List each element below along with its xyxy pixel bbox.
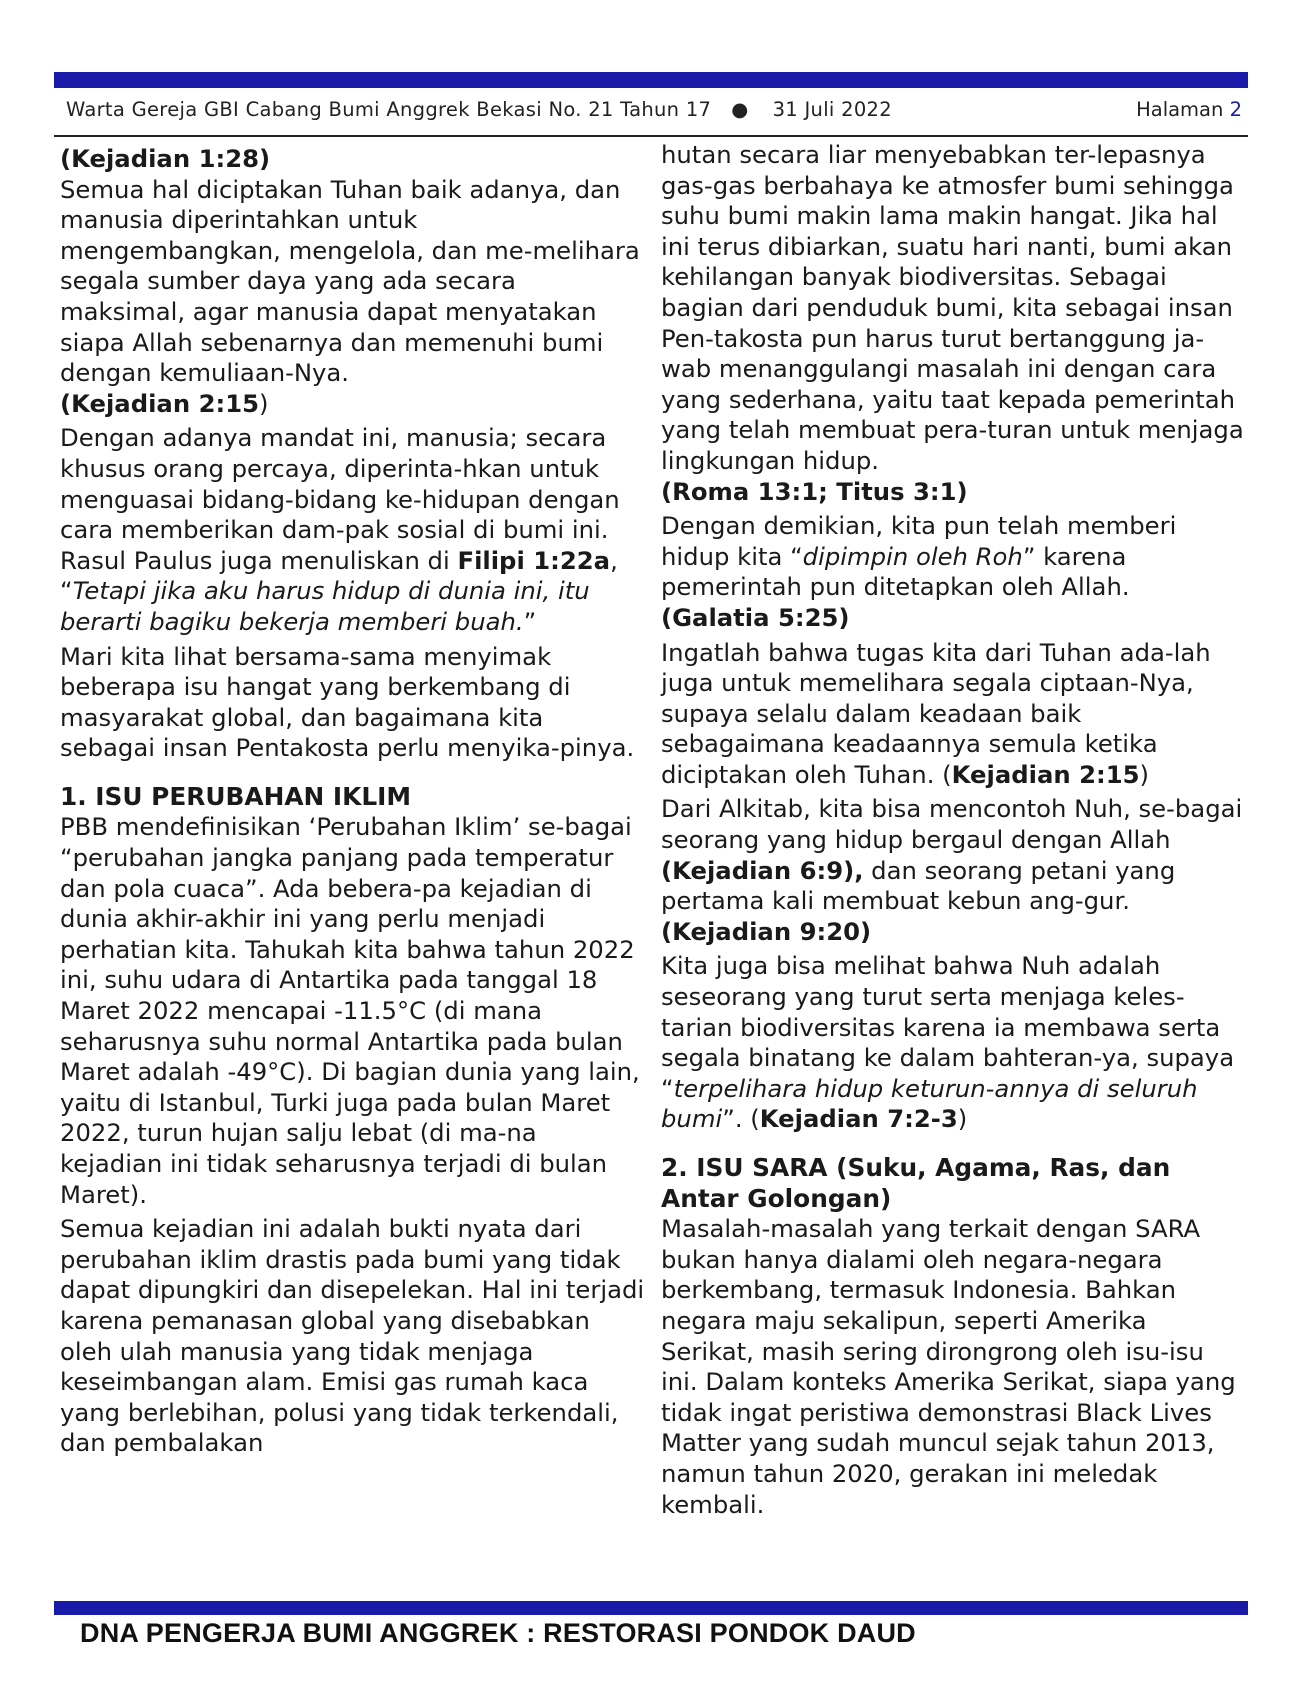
section-heading: 1. ISU PERUBAHAN IKLIM: [60, 781, 412, 811]
left-column: [60, 144, 645, 1463]
paragraph-text: ” karena pemerintah pun ditetapkan oleh Allah.: [661, 541, 1130, 602]
header-divider: [54, 135, 1248, 137]
paragraph-text: Dengan demikian, kita pun telah memberi hidup kita “: [661, 511, 1177, 571]
scripture-reference-bold: Filipi 1:22a: [457, 545, 611, 575]
section-heading: 2. ISU SARA (Suku, Agama, Ras, dan Antar Golongan): [661, 1153, 1171, 1213]
scripture-quote: terpelihara hidup keturun-annya di seluruh bumi: [661, 1073, 1198, 1134]
top-accent-bar: [54, 72, 1248, 88]
paragraph-text: Kita juga bisa melihat bahwa Nuh adalah seseorang yang turut serta menjaga keles-tarian biodiversitas karena ia membawa serta segala binatang ke dalam bahteran-ya, supaya “: [661, 951, 1235, 1103]
bottom-accent-bar: [54, 1601, 1248, 1615]
paragraph: Semua hal diciptakan Tuhan baik adanya, dan manusia diperintahkan untuk mengembangkan, mengelola, dan me-melihara segala sumber daya yang ada secara maksimal, agar manusia dapat menyatakan siapa Allah sebenarnya dan memenuhi bumi dengan kemuliaan-Nya.: [60, 174, 640, 388]
paragraph: Mari kita lihat bersama-sama menyimak beberapa isu hangat yang berkembang di masyarakat global, dan bagaimana kita sebagai insan Pentakosta perlu menyika-pinya.: [60, 641, 635, 763]
paragraph: [60, 423, 645, 637]
paragraph-text: Dengan adanya mandat ini, manusia; secara khusus orang percaya, diperinta-hkan untuk menguasai bidang-bidang ke-hidupan dengan cara memberikan dam-pak sosial di bumi ini. Rasul Paulus juga menuliskan di: [60, 423, 620, 575]
paragraph: hutan secara liar menyebabkan ter-lepasnya gas-gas berbahaya ke atmosfer bumi sehingga suhu bumi makin lama makin hangat. Jika hal ini terus dibiarkan, suatu hari nanti, bumi akan kehilangan banyak biodiversitas. Sebagai bagian dari penduduk bumi, kita sebagai insan Pen-takosta pun harus turut bertanggung ja-wab menanggulangi masalah ini dengan cara yang sederhana, yaitu taat kepada pemerintah yang telah membuat pera-turan untuk menjaga lingkungan hidup.: [661, 140, 1244, 475]
scripture-quote: Tetapi jika aku harus hidup di dunia ini, itu berarti bagiku bekerja memberi buah.: [60, 576, 590, 636]
bullet-separator: ●: [731, 98, 749, 121]
scripture-quote: dipimpin oleh Roh: [802, 541, 1023, 571]
paragraph: [661, 951, 1246, 1135]
quote-open: , “: [60, 545, 618, 606]
masthead-title: Warta Gereja GBI Cabang Bumi Anggrek Bekasi No. 21 Tahun 17: [66, 98, 712, 121]
paragraph: [661, 794, 1246, 947]
scripture-reference-bold: (Kejadian 9:20): [661, 916, 872, 946]
paragraph-text: dan seorang petani yang pertama kali membuat kebun ang-gur.: [661, 855, 1176, 916]
paragraph: Masalah-masalah yang terkait dengan SARA bukan hanya dialami oleh negara-negara berkembang, termasuk Indonesia. Bahkan negara maju sekalipun, seperti Amerika Serikat, masih sering dirongrong oleh isu-isu ini. Dalam konteks Amerika Serikat, siapa yang tidak ingat peristiwa demonstrasi Black Lives Matter yang sudah muncul sejak tahun 2013, namun tahun 2020, gerakan ini meledak kembali.: [661, 1214, 1236, 1519]
scripture-reference-bold: Kejadian 2:15: [951, 759, 1140, 789]
reference-tail: ): [1139, 759, 1150, 789]
scripture-reference: (Galatia 5:25): [661, 602, 850, 632]
page-indicator: [1136, 98, 1242, 121]
paragraph: [661, 638, 1246, 791]
paragraph: [661, 511, 1246, 603]
reference-tail: ): [957, 1104, 968, 1134]
reference-tail: ): [259, 388, 269, 418]
scripture-reference: (Kejadian 1:28): [60, 144, 271, 173]
quote-close: ”: [523, 606, 537, 636]
scripture-reference-bold: Kejadian 7:2-3: [759, 1104, 958, 1134]
right-column: [661, 140, 1246, 1524]
paragraph: PBB mendefinisikan ‘Perubahan Iklim’ se-bagai “perubahan jangka panjang pada temperatur dan pola cuaca”. Ada bebera-pa kejadian di dunia akhir-akhir ini yang perlu menjadi perhatian kita. Tahukah kita bahwa tahun 2022 ini, suhu udara di Antartika pada tanggal 18 Maret 2022 mencapai -11.5°C (di mana seharusnya suhu normal Antartika pada bulan Maret adalah -49°C). Di bagian dunia yang lain, yaitu di Istanbul, Turki juga pada bulan Maret 2022, turun hujan salju lebat (di ma-na kejadian ini tidak seharusnya terjadi di bulan Maret).: [60, 812, 640, 1209]
paragraph-text: ”. (: [722, 1104, 760, 1134]
scripture-reference-bold: (Kejadian 6:9),: [661, 855, 864, 885]
paragraph-text: Ingatlah bahwa tugas kita dari Tuhan ada-lah juga untuk memelihara segala ciptaan-Nya, supaya selalu dalam keadaan baik sebagaimana keadaannya semula ketika diciptakan oleh Tuhan. (: [661, 637, 1211, 789]
issue-date: 31 Juli 2022: [772, 98, 892, 121]
scripture-reference: (Roma 13:1; Titus 3:1): [661, 476, 968, 506]
paragraph-text: Dari Alkitab, kita bisa mencontoh Nuh, se-bagai seorang yang hidup bergaul dengan Allah: [661, 794, 1243, 855]
paragraph: Semua kejadian ini adalah bukti nyata dari perubahan iklim drastis pada bumi yang tidak dapat dipungkiri dan disepelekan. Hal ini terjadi karena pemanasan global yang disebabkan oleh ulah manusia yang tidak menjaga keseimbangan alam. Emisi gas rumah kaca yang berlebihan, polusi yang tidak terkendali, dan pembalakan: [60, 1214, 645, 1458]
masthead: [66, 98, 892, 121]
footer-motto: DNA PENGERJA BUMI ANGGREK : RESTORASI PONDOK DAUD: [80, 1618, 916, 1648]
scripture-reference-bold: (Kejadian 2:15: [60, 388, 260, 418]
scripture-reference: [60, 389, 645, 420]
page-label: Halaman: [1136, 98, 1224, 121]
page-number: 2: [1229, 98, 1242, 121]
